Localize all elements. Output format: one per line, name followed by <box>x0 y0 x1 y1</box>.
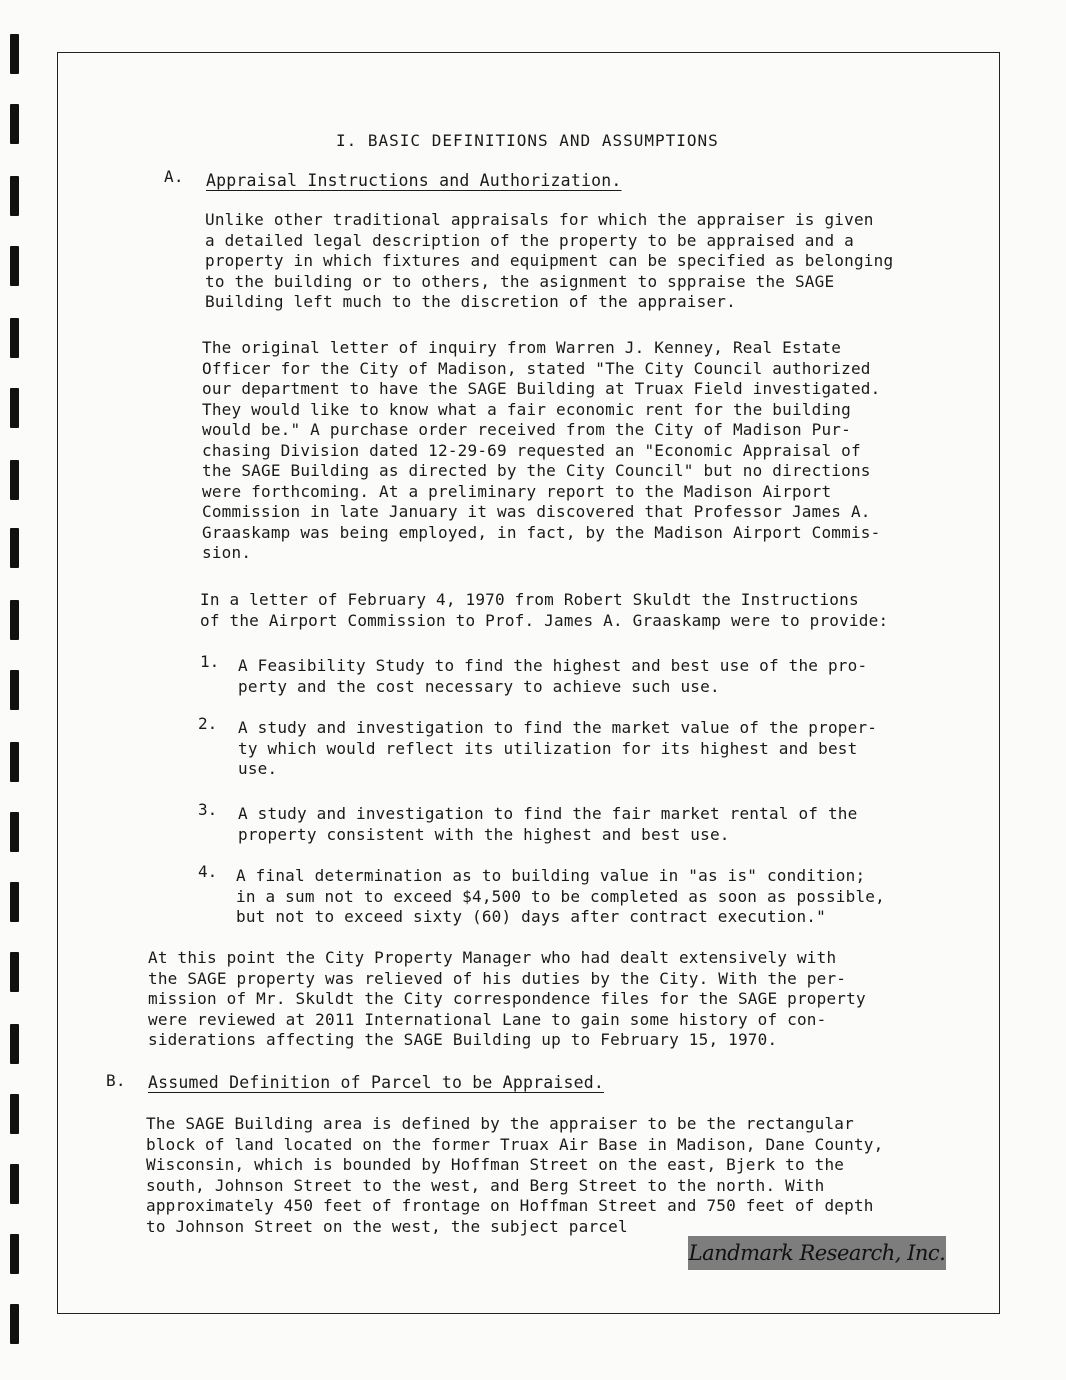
list-item-number: 4. <box>198 862 218 881</box>
list-item: A study and investigation to find the market value of the proper- ty which would reflect its utilization for its highest and best use. <box>238 718 878 778</box>
section-a-title: Appraisal Instructions and Authorization. <box>206 171 622 190</box>
list-item: A study and investigation to find the fair market rental of the property consistent with the highest and best use. <box>238 804 858 844</box>
section-a-paragraph-1: Unlike other traditional appraisals for which the appraiser is given a detailed legal description of the property to be appraised and a property in which fixtures and equipment can be specified as belonging to the building or to others, the asignment to sppraise the SAGE Building left much to the discretion of the appraiser. <box>205 210 894 311</box>
section-a-paragraph-3: In a letter of February 4, 1970 from Robert Skuldt the Instructions of the Airport Commission to Prof. James A. Graaskamp were to provide: <box>200 590 889 630</box>
section-a-letter: A. <box>164 167 184 186</box>
section-a-paragraph-2: The original letter of inquiry from Warren J. Kenney, Real Estate Officer for the City of Madison, stated "The City Council authorized our department to have the SAGE Building at Truax Field investigated. They would like to know what a fair economic rent for the building would be." A purchase order received from the City of Madison Pur- chasing Division dated 12-29-69 requested an "Economic Appraisal of the SAGE Building as directed by the City Council" but no directions were forthcoming. At a preliminary report to the Madison Airport Commission in late January it was discovered that Professor James A. Graaskamp was being employed, in fact, by the Madison Airport Commis- sion. <box>202 338 881 562</box>
list-item-number: 1. <box>200 652 220 671</box>
section-a-paragraph-4: At this point the City Property Manager who had dealt extensively with the SAGE property was relieved of his duties by the City. With the per- mission of Mr. Skuldt the City correspondence files for the SAGE property were reviewed at 2011 International Lane to gain some history of con- siderations affecting the SAGE Building up to February 15, 1970. <box>148 948 866 1049</box>
section-b-title: Assumed Definition of Parcel to be Appraised. <box>148 1073 605 1092</box>
list-item-number: 3. <box>198 800 218 819</box>
binder-holes <box>0 0 30 1380</box>
list-item: A final determination as to building value in "as is" condition; in a sum not to exceed $4,500 to be completed as soon as possible, but not to exceed sixty (60) days after contract execution." <box>236 866 885 926</box>
list-item: A Feasibility Study to find the highest and best use of the pro- perty and the cost necessary to achieve such use. <box>238 656 868 696</box>
page-heading: I. BASIC DEFINITIONS AND ASSUMPTIONS <box>336 131 719 150</box>
landmark-research-stamp: Landmark Research, Inc. <box>688 1236 946 1270</box>
section-b-paragraph-1: The SAGE Building area is defined by the appraiser to be the rectangular block of land located on the former Truax Air Base in Madison, Dane County, Wisconsin, which is bounded by Hoffman Street on the east, Bjerk to the south, Johnson Street to the west, and Berg Street to the north. With approximately 450 feet of frontage on Hoffman Street and 750 feet of depth to Johnson Street on the west, the subject parcel <box>146 1114 884 1236</box>
list-item-number: 2. <box>198 714 218 733</box>
section-b-letter: B. <box>106 1071 126 1090</box>
